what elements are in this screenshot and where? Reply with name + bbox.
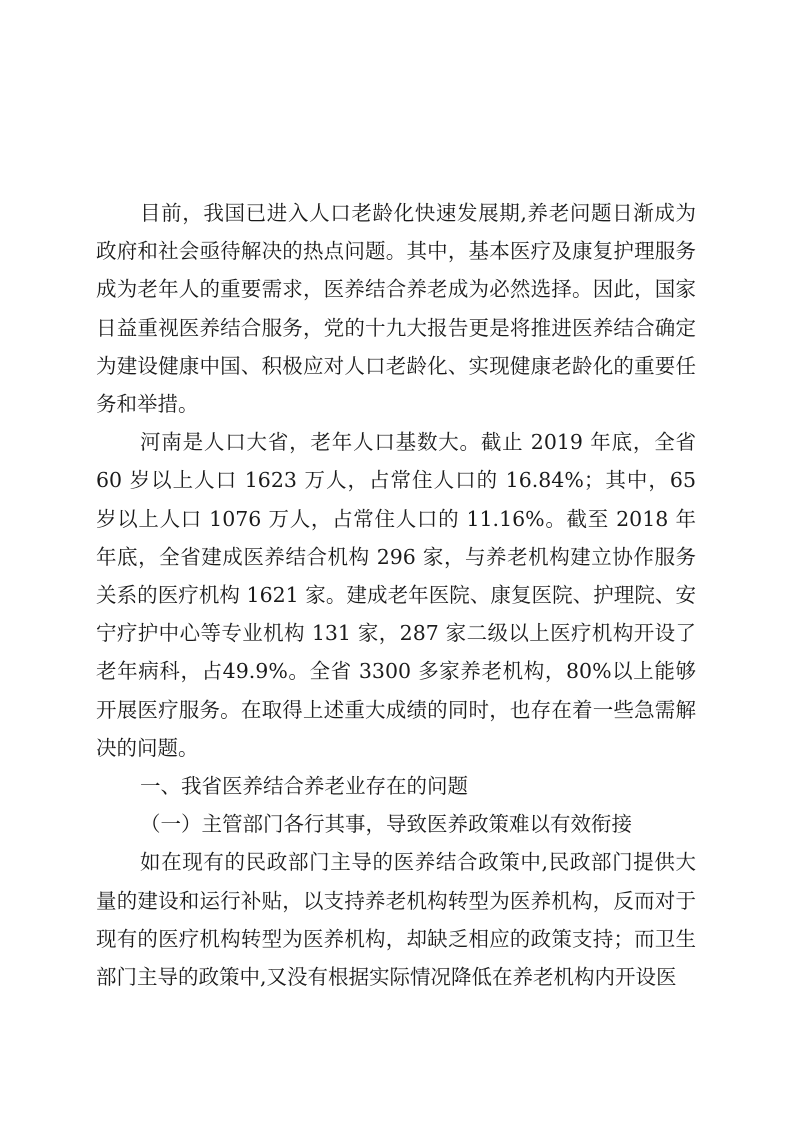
subsection-heading: （一）主管部门各行其事，导致医养政策难以有效衔接 xyxy=(140,812,632,837)
document-body xyxy=(96,194,696,996)
paragraph-henan-stats: 河南是人口大省，老年人口基数大。截止 2019 年底，全省 60 岁以上人口 1623 万人，占常住人口的 16.84%；其中，65 岁以上人口 1076 万人，占常住人口的 11.16%。截至 2018 年年底，全省建成医养结合机构 296 家，与养老机构建立协作服务关系的医疗机构 1621 家。建成老年医院、康复医院、护理院、安宁疗护中心等专业机构 131 家，287 家二级以上医疗机构开设了老年病科，占49.9%。全省 3300 多家养老机构，80%以上能够开展医疗服务。在取得上述重大成绩的同时，也存在着一些急需解决的问题。 xyxy=(96,430,696,760)
paragraph-policy: 如在现有的民政部门主导的医养结合政策中,民政部门提供大量的建设和运行补贴，以支持养老机构转型为医养机构，反而对于现有的医疗机构转型为医养机构，却缺乏相应的政策支持；而卫生部门主导的政策中,又没有根据实际情况降低在养老机构内开设医 xyxy=(96,850,696,990)
section-heading: 一、我省医养结合养老业存在的问题 xyxy=(140,774,468,799)
paragraph-intro: 目前，我国已进入人口老龄化快速发展期,养老问题日渐成为政府和社会亟待解决的热点问题。其中，基本医疗及康复护理服务成为老年人的重要需求，医养结合养老成为必然选择。因此，国家日益重视医养结合服务，党的十九大报告更是将推进医养结合确定为建设健康中国、积极应对人口老龄化、实现健康老龄化的重要任务和举措。 xyxy=(96,201,696,417)
